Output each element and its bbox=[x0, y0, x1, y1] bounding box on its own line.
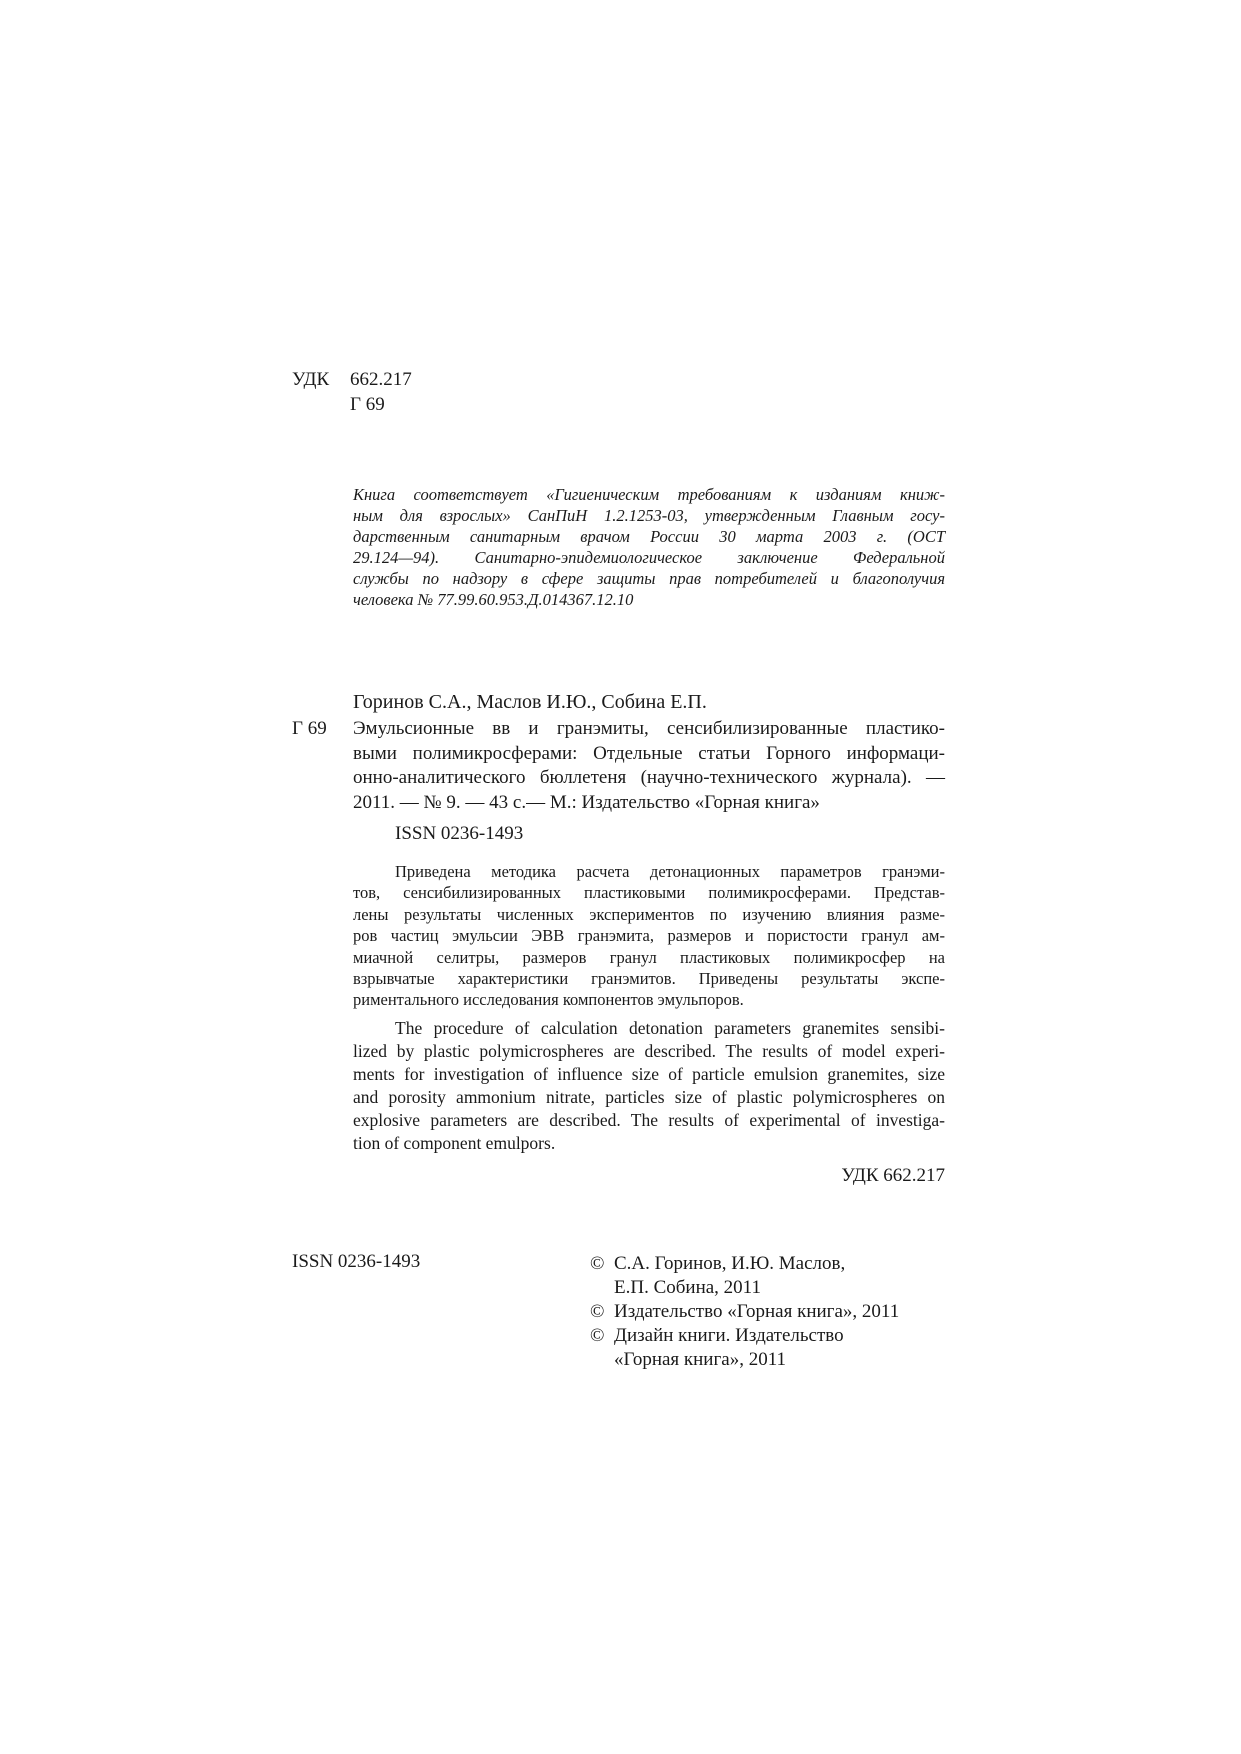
issn-bottom: ISSN 0236-1493 bbox=[292, 1251, 421, 1272]
hygiene-notice bbox=[353, 484, 945, 610]
copyright-icon: © bbox=[590, 1325, 605, 1346]
copyright-icon: © bbox=[590, 1253, 605, 1274]
abstract-ru-line: тов, сенсибилизированных пластиковыми полимикросферами. Представ- bbox=[353, 883, 945, 903]
copyright-entry bbox=[590, 1324, 950, 1372]
copyright-line: Е.П. Собина, 2011 bbox=[614, 1277, 761, 1298]
abstract-en-line: explosive parameters are described. The results of experimental of investiga- bbox=[353, 1110, 945, 1130]
abstract-ru bbox=[353, 861, 945, 1011]
record-title bbox=[353, 717, 945, 815]
copyright-block bbox=[590, 1252, 950, 1372]
abstract-en-line: lized by plastic polymicrospheres are described. The results of model experi- bbox=[353, 1041, 945, 1061]
copyright-entry bbox=[590, 1300, 950, 1324]
copyright-line: Дизайн книги. Издательство bbox=[614, 1325, 844, 1346]
author-mark-code: Г 69 bbox=[350, 394, 385, 415]
abstract-en-line: ments for investigation of influence size of particle emulsion granemites, size bbox=[353, 1064, 945, 1084]
copyright-line: С.А. Горинов, И.Ю. Маслов, bbox=[614, 1253, 846, 1274]
notice-line: Книга соответствует «Гигиеническим требованиям к изданиям книж- bbox=[353, 485, 945, 504]
record-authors: Горинов С.А., Маслов И.Ю., Собина Е.П. bbox=[353, 691, 707, 713]
abstract-ru-line: риментального исследования компонентов эмульпоров. bbox=[353, 990, 744, 1010]
udk-label: УДК bbox=[292, 369, 330, 390]
notice-line: человека № 77.99.60.953.Д.014367.12.10 bbox=[353, 590, 634, 609]
abstract-ru-line: Приведена методика расчета детонационных параметров гранэми- bbox=[395, 862, 945, 881]
abstract-en bbox=[353, 1017, 945, 1155]
record-title-line: Эмульсионные вв и гранэмиты, сенсибилизированные пластико- bbox=[353, 718, 945, 739]
notice-line: дарственным санитарным врачом России 30 марта 2003 г. (ОСТ bbox=[353, 527, 945, 546]
record-code: Г 69 bbox=[292, 718, 327, 739]
record-title-line: выми полимикросферами: Отдельные статьи Горного информаци- bbox=[353, 742, 945, 764]
abstract-ru-line: взрывчатые характеристики гранэмитов. Приведены результаты экспе- bbox=[353, 969, 945, 989]
abstract-en-line: tion of component emulpors. bbox=[353, 1133, 556, 1153]
abstract-ru-line: лены результаты численных экспериментов по изучению влияния разме- bbox=[353, 904, 945, 924]
copyright-entry bbox=[590, 1252, 950, 1300]
record-issn: ISSN 0236-1493 bbox=[395, 823, 524, 844]
abstract-en-line: and porosity ammonium nitrate, particles size of plastic polymicrospheres on bbox=[353, 1087, 945, 1107]
notice-line: ным для взрослых» СанПиН 1.2.1253-03, утвержденным Главным госу- bbox=[353, 506, 945, 525]
copyright-icon: © bbox=[590, 1301, 605, 1322]
udk-number: 662.217 bbox=[350, 369, 412, 390]
copyright-line: «Горная книга», 2011 bbox=[614, 1349, 786, 1370]
abstract-en-line: The procedure of calculation detonation parameters granemites sensibi- bbox=[395, 1018, 945, 1038]
copyright-line: Издательство «Горная книга», 2011 bbox=[614, 1301, 900, 1322]
abstract-ru-line: ров частиц эмульсии ЭВВ гранэмита, размеров и пористости гранул ам- bbox=[353, 926, 945, 946]
abstract-ru-line: миачной селитры, размеров гранул пластиковых полимикросфер на bbox=[353, 947, 945, 967]
notice-line: 29.124—94). Санитарно-эпидемиологическое заключение Федеральной bbox=[353, 548, 945, 567]
record-title-line: онно-аналитического бюллетеня (научно-технического журнала). — bbox=[353, 767, 945, 788]
record-title-line: 2011. — № 9. — 43 с.— М.: Издательство «Горная книга» bbox=[353, 791, 820, 813]
notice-line: службы по надзору в сфере защиты прав потребителей и благополучия bbox=[353, 569, 945, 588]
udk-bottom: УДК 662.217 bbox=[841, 1165, 945, 1186]
